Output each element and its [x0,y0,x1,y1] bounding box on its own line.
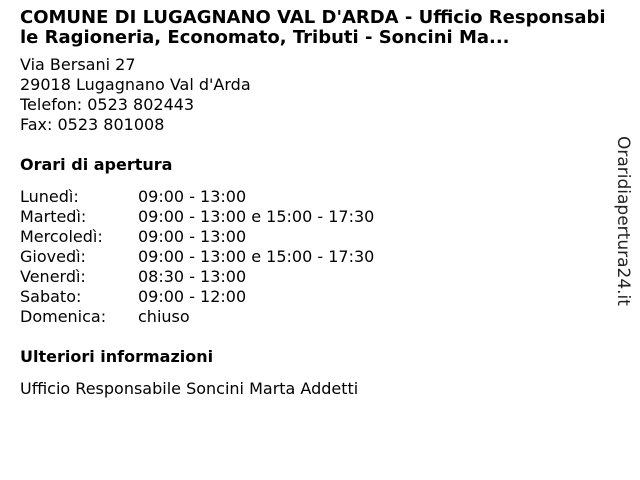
time-value: 09:00 - 13:00 [138,227,247,246]
day-label: Domenica: [20,307,107,326]
office-title: COMUNE DI LUGAGNANO VAL D'ARDA - Ufficio Responsabile Ragioneria, Economato, Tributi - Soncini Ma... [20,8,606,48]
address-city: 29018 Lugagnano Val d'Arda [20,75,251,94]
hours-row-sunday [20,307,608,327]
day-label: Venerdì: [20,267,86,286]
hours-row-tuesday [20,207,608,227]
day-label: Martedì: [20,207,87,226]
day-label: Giovedì: [20,247,86,266]
hours-row-thursday [20,247,608,267]
time-value: 09:00 - 13:00 e 15:00 - 17:30 [138,207,375,226]
time-value: 08:30 - 13:00 [138,267,247,286]
fax-number: Fax: 0523 801008 [20,115,165,134]
hours-row-friday [20,267,608,287]
time-value: 09:00 - 13:00 e 15:00 - 17:30 [138,247,375,266]
office-card [20,8,608,399]
more-info-text: Ufficio Responsabile Soncini Marta Addetti [20,379,359,398]
opening-hours-heading: Orari di apertura [20,155,173,174]
time-value: 09:00 - 12:00 [138,287,247,306]
day-label: Mercoledì: [20,227,103,246]
day-label: Lunedì: [20,187,79,206]
day-label: Sabato: [20,287,82,306]
opening-hours-table [20,187,608,327]
phone-number[interactable]: Telefon: 0523 802443 [20,95,195,114]
hours-row-wednesday [20,227,608,247]
time-value: 09:00 - 13:00 [138,187,247,206]
hours-row-saturday [20,287,608,307]
address-block [20,55,608,135]
hours-row-monday [20,187,608,207]
more-info-heading: Ulteriori informazioni [20,347,214,366]
site-watermark: Oraridiapertura24.it [613,136,633,306]
time-value: chiuso [138,307,190,326]
address-street: Via Bersani 27 [20,55,136,74]
